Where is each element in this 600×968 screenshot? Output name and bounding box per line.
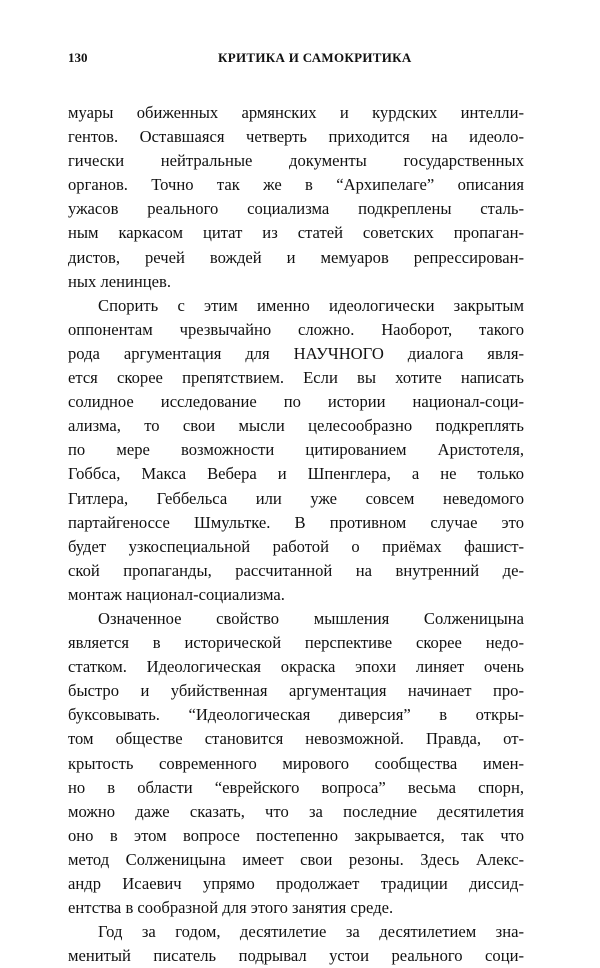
- body-text: [68, 101, 524, 968]
- text-line: быстро и убийственная аргументация начинает про-: [68, 681, 524, 701]
- page-header: [68, 50, 524, 70]
- text-line: органов. Точно так же в “Архипелаге” описания: [68, 175, 524, 195]
- text-line: ской пропаганды, рассчитанной на внутренний де-: [68, 560, 524, 580]
- text-line: метод Солженицына имеет свои резоны. Здесь Алекс-: [68, 849, 524, 869]
- text-line: будет узкоспециальной работой о приёмах фашист-: [68, 536, 524, 556]
- paragraph: [68, 920, 524, 968]
- running-title: КРИТИКА И САМОКРИТИКА: [218, 50, 412, 65]
- paragraph: [68, 101, 524, 294]
- text-line: менитый писатель подрывал устои реального соци-: [68, 946, 524, 966]
- text-line: ется скорее препятствием. Если вы хотите написать: [68, 368, 524, 388]
- paragraph: [68, 294, 524, 607]
- text-line: ужасов реального социализма подкреплены сталь-: [68, 199, 524, 219]
- text-line: ным каркасом цитат из статей советских пропаган-: [68, 223, 524, 243]
- text-line: дистов, речей вождей и мемуаров репрессирован-: [68, 247, 524, 267]
- text-line: гически нейтральные документы государственных: [68, 151, 524, 171]
- page-number: 130: [68, 50, 88, 65]
- text-line: том обществе становится невозможной. Правда, от-: [68, 729, 524, 749]
- text-line: Спорить с этим именно идеологически закрытым: [98, 295, 524, 315]
- text-line: ентства в сообразной для этого занятия среде.: [68, 898, 394, 918]
- text-line: но в области “еврейского вопроса” весьма спорн,: [68, 777, 524, 797]
- text-line: Гитлера, Геббельса или уже совсем неведомого: [68, 488, 524, 508]
- text-line: крытость современного мирового сообщества имен-: [68, 753, 524, 773]
- text-line: партайгеноссе Шмультке. В противном случае это: [68, 512, 524, 532]
- text-line: ных ленинцев.: [68, 271, 171, 291]
- text-line: андр Исаевич упрямо продолжает традиции диссид-: [68, 874, 524, 893]
- text-line: Гоббса, Макса Вебера и Шпенглера, а не только: [68, 464, 524, 484]
- text-line: гентов. Оставшаяся четверть приходится на идеоло-: [68, 127, 524, 147]
- paragraph: [68, 607, 524, 920]
- text-line: Означенное свойство мышления Солженицына: [98, 608, 524, 628]
- text-line: монтаж национал-социализма.: [68, 584, 285, 604]
- text-line: оно в этом вопросе постепенно закрывается, так что: [68, 825, 524, 845]
- text-line: рода аргументация для НАУЧНОГО диалога явля-: [68, 343, 524, 363]
- text-line: буксовывать. “Идеологическая диверсия” в откры-: [68, 705, 524, 725]
- text-line: статком. Идеологическая окраска эпохи линяет очень: [68, 657, 524, 677]
- text-line: солидное исследование по истории национал-соци-: [68, 392, 524, 412]
- text-line: можно даже сказать, что за последние десятилетия: [68, 801, 524, 821]
- text-line: муары обиженных армянских и курдских интелли-: [68, 103, 524, 122]
- text-line: Год за годом, десятилетие за десятилетием зна-: [98, 922, 524, 942]
- text-line: по мере возможности цитированием Аристотеля,: [68, 440, 524, 460]
- text-line: оппонентам чрезвычайно сложно. Наоборот, такого: [68, 319, 524, 339]
- text-line: является в исторической перспективе скорее недо-: [68, 633, 524, 653]
- text-line: ализма, то свои мысли целесообразно подкреплять: [68, 416, 524, 436]
